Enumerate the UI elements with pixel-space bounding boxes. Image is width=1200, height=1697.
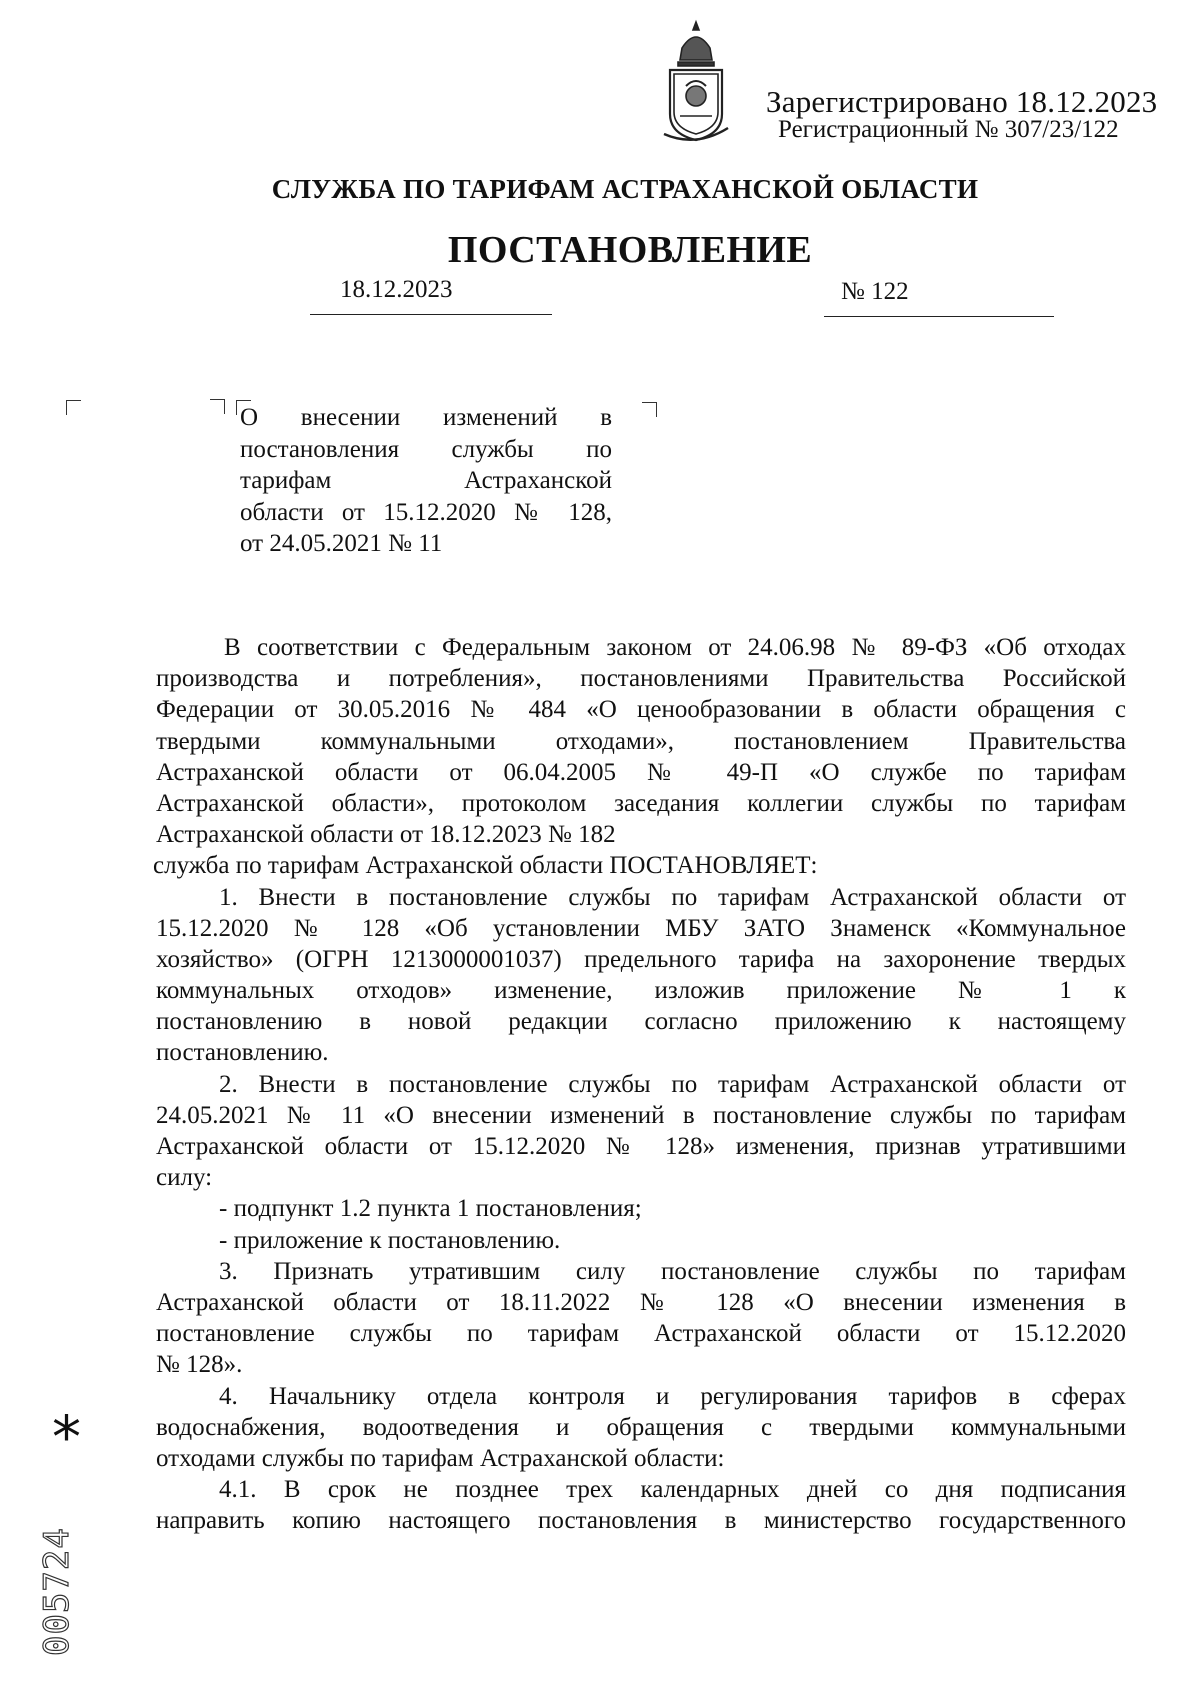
body-line: служба по тарифам Астраханской области ПОСТАНОВЛЯЕТ:	[153, 852, 818, 880]
body-line: Астраханской области», протоколом заседания коллегии службы по тарифам	[156, 789, 1126, 817]
body-line: - приложение к постановлению.	[219, 1226, 561, 1254]
body-line: производства и потребления», постановлениями Правительства Российской	[156, 665, 1126, 693]
body-line: 1. Внести в постановление службы по тарифам Астраханской области от	[219, 883, 1126, 911]
body-line: 24.05.2021 № 11 «О внесении изменений в постановление службы по тарифам	[156, 1101, 1126, 1129]
body-line: 2. Внести в постановление службы по тарифам Астраханской области от	[219, 1070, 1126, 1098]
body-line: 4. Начальнику отдела контроля и регулирования тарифов в сферах	[219, 1382, 1126, 1410]
number-underline	[824, 316, 1054, 317]
body-line: водоснабжения, водоотведения и обращения с твердыми коммунальными	[156, 1413, 1126, 1441]
body-line: хозяйство» (ОГРН 1213000001037) предельного тарифа на захоронение твердых	[156, 945, 1126, 973]
corner-mark	[210, 399, 225, 414]
document-number: № 122	[841, 278, 909, 305]
body-line: Федерации от 30.05.2016 № 484 «О ценообразовании в области обращения с	[156, 696, 1126, 724]
subject-line: тарифам Астраханской	[240, 467, 612, 494]
corner-mark	[66, 400, 81, 415]
subject-line: О внесении изменений в	[240, 404, 612, 431]
body-line: - подпункт 1.2 пункта 1 постановления;	[219, 1195, 642, 1223]
body-line: постановление службы по тарифам Астраханской области от 15.12.2020	[156, 1320, 1126, 1348]
body-line: 3. Признать утратившим силу постановление службы по тарифам	[219, 1257, 1126, 1285]
body-line: Астраханской области от 15.12.2020 № 128» изменения, признав утратившими	[156, 1133, 1126, 1160]
corner-mark	[642, 402, 657, 417]
body-line: направить копию настоящего постановления в министерство государственного	[156, 1507, 1126, 1535]
body-line: Астраханской области от 18.11.2022 № 128 «О внесении изменения в	[156, 1288, 1126, 1316]
body-line: постановлению в новой редакции согласно приложению к настоящему	[156, 1008, 1126, 1036]
registration-date: Зарегистрировано 18.12.2023	[766, 84, 1158, 119]
body-line: Астраханской области от 06.04.2005 № 49-П «О службе по тарифам	[156, 758, 1126, 786]
body-line: Астраханской области от 18.12.2023 № 182	[156, 821, 616, 849]
subject-line: области от 15.12.2020 № 128,	[240, 498, 612, 526]
body-line: отходами службы по тарифам Астраханской области:	[156, 1444, 725, 1472]
agency-name: СЛУЖБА ПО ТАРИФАМ АСТРАХАНСКОЙ ОБЛАСТИ	[271, 174, 979, 204]
subject-line: постановления службы по	[240, 435, 612, 463]
body-line: твердыми коммунальными отходами», постановлением Правительства	[156, 727, 1126, 755]
body-line: № 128».	[156, 1351, 243, 1379]
body-line: В соответствии с Федеральным законом от 24.06.98 № 89-ФЗ «Об отходах	[224, 634, 1126, 661]
document-date: 18.12.2023	[340, 276, 453, 303]
subject-line: от 24.05.2021 № 11	[240, 530, 443, 557]
margin-serial-text: 005724	[37, 1527, 77, 1656]
coat-of-arms-icon	[656, 18, 736, 158]
document-subject	[240, 402, 612, 560]
document-type: ПОСТАНОВЛЕНИЕ	[447, 229, 813, 271]
body-line: силу:	[156, 1164, 213, 1192]
body-line: коммунальных отходов» изменение, изложив приложение № 1 к	[156, 977, 1126, 1005]
body-line: постановлению.	[156, 1039, 329, 1067]
registration-number: Регистрационный № 307/23/122	[778, 116, 1119, 143]
document-body	[153, 632, 1126, 1536]
margin-asterisk: *	[52, 1403, 81, 1471]
margin-serial-number	[30, 1460, 80, 1660]
body-line: 15.12.2020 № 128 «Об установлении МБУ ЗАТО Знаменск «Коммунальное	[156, 914, 1126, 942]
body-line: 4.1. В срок не позднее трех календарных дней со дня подписания	[219, 1476, 1126, 1504]
date-underline	[310, 314, 552, 315]
